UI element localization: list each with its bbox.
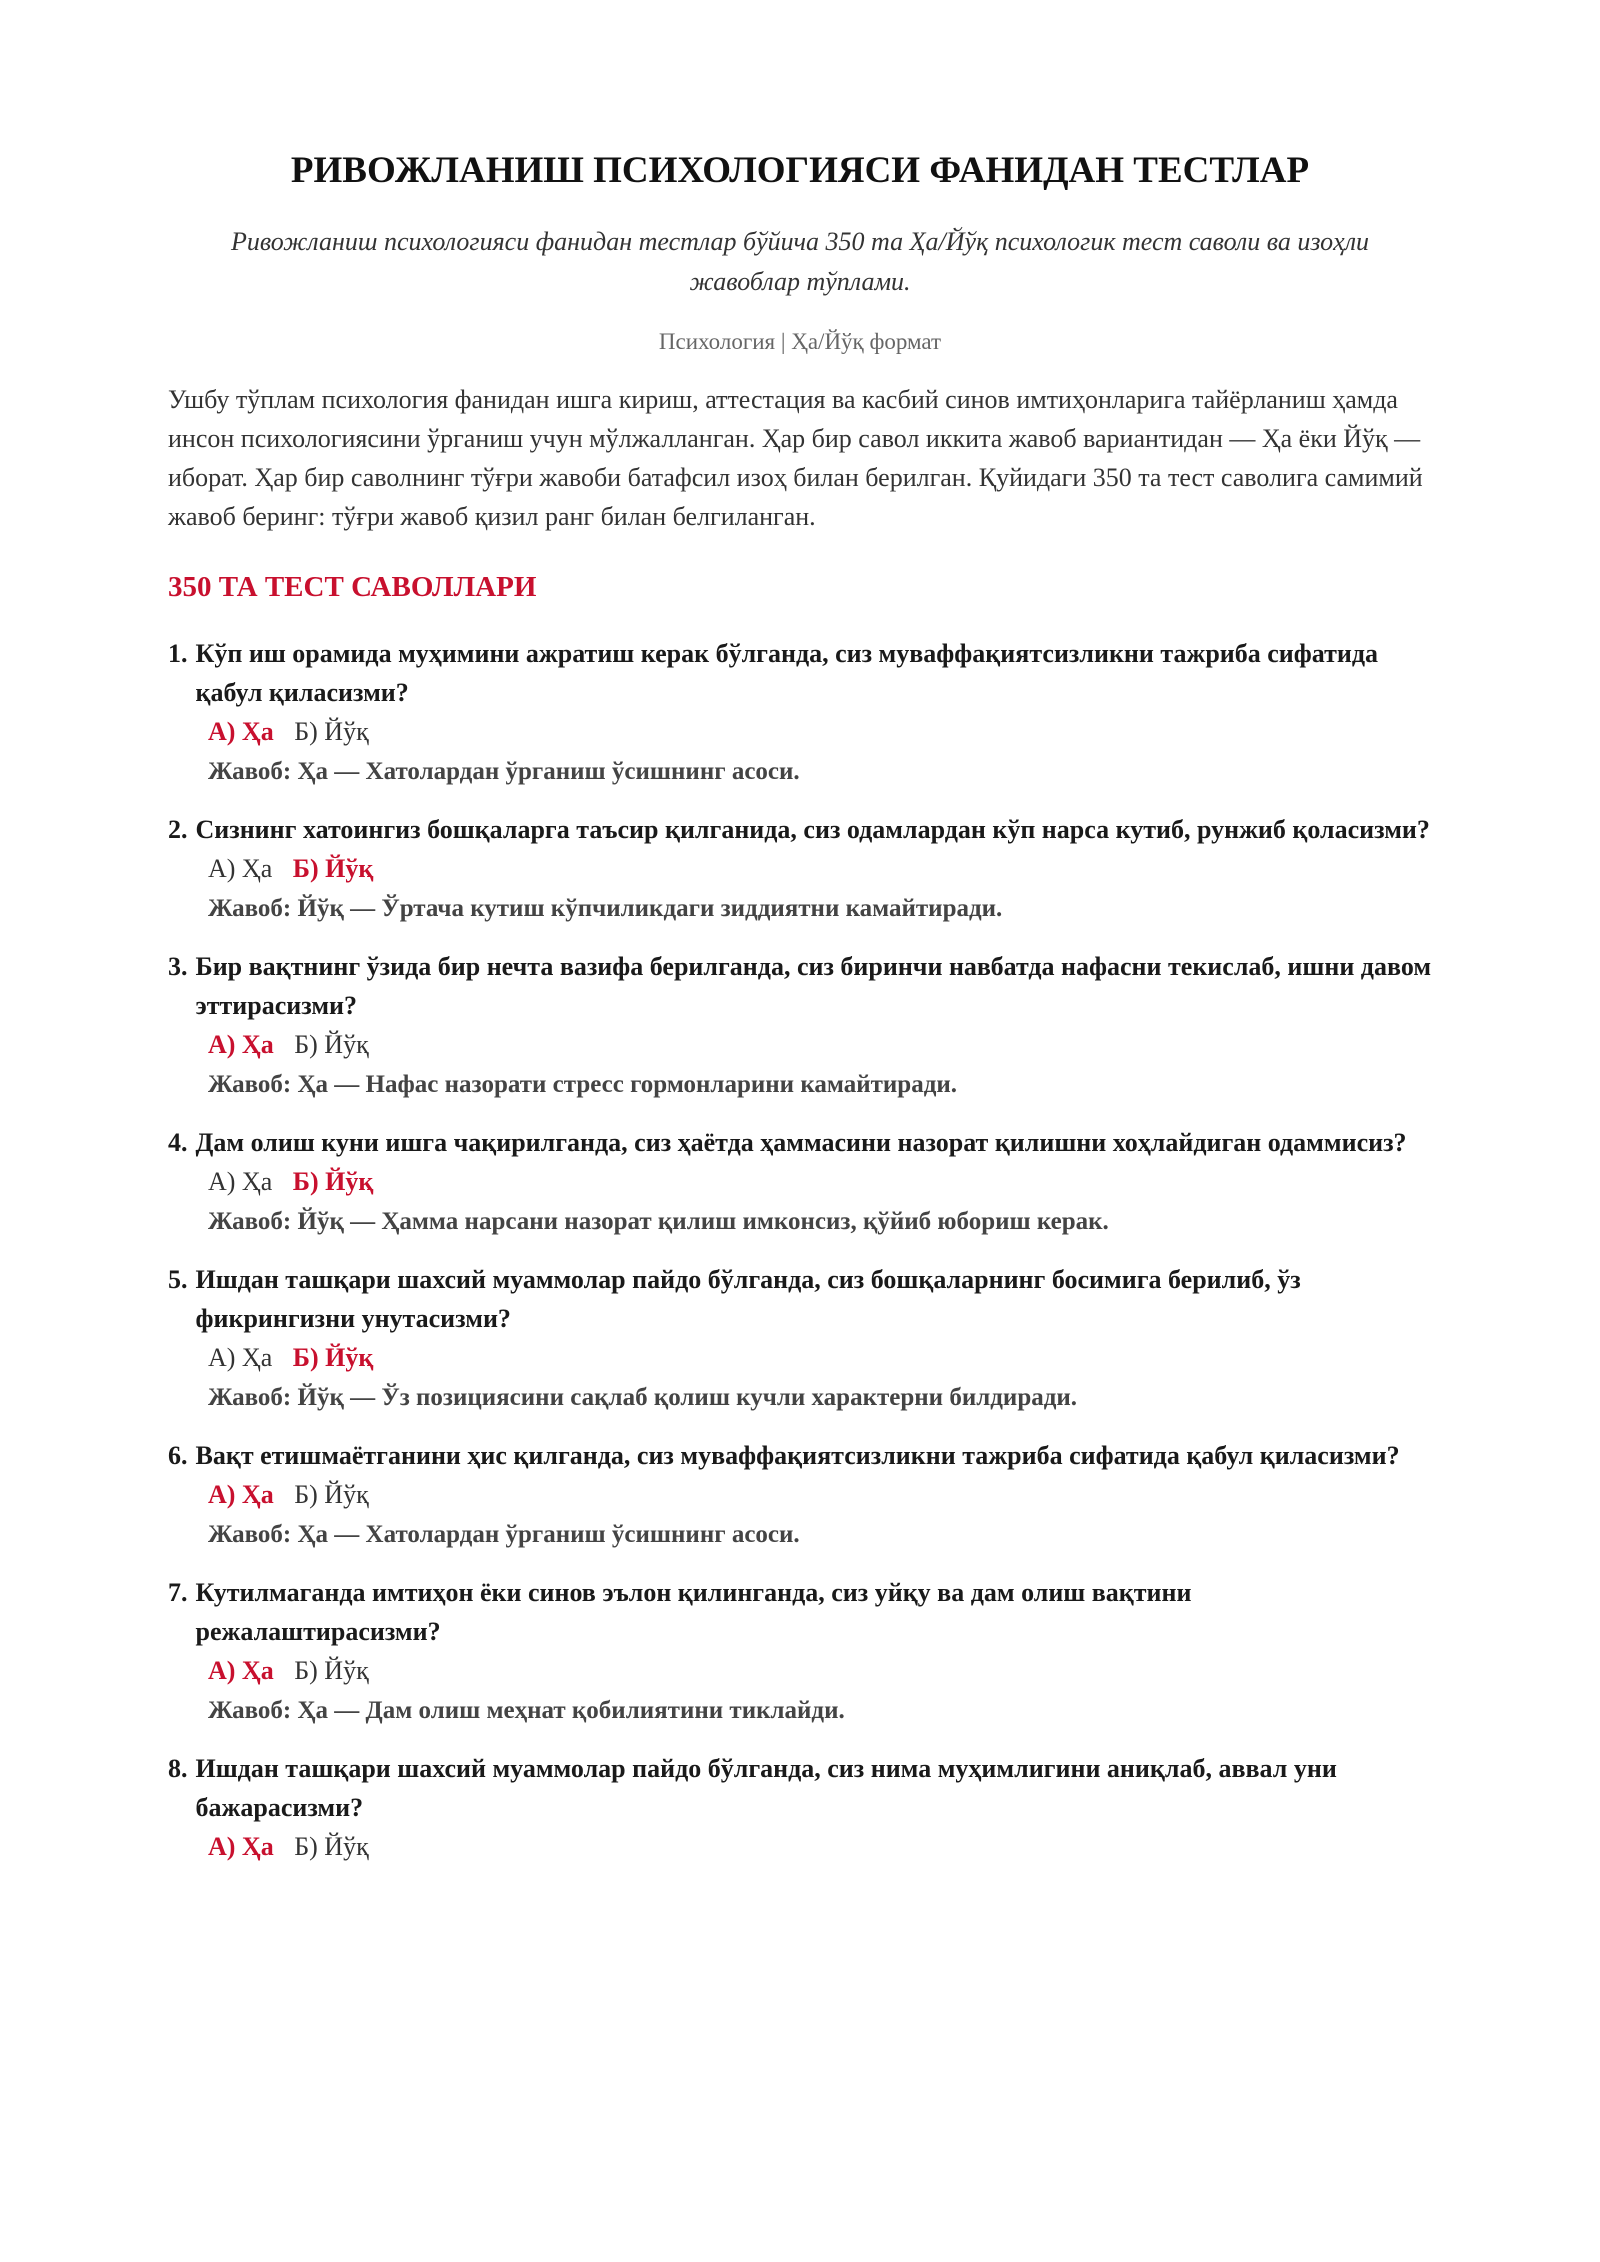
answer-explanation: Жавоб: Йўқ — Ҳамма нарсани назорат қилиш имконсиз, қўйиб юбориш керак. [208,1208,1109,1235]
answer-explanation: Жавоб: Ҳа — Хатолардан ўрганиш ўсишнинг асоси. [208,1521,800,1548]
question-body: Ишдан ташқари шахсий муаммолар пайдо бўлганда, сиз нима муҳимлигини аниқлаб, аввал уни бажарасизми? [195,1754,1337,1822]
question-body: Сизнинг хатоингиз бошқаларга таъсир қилганида, сиз одамлардан кўп нарса кутиб, рунжиб қоласизми? [195,815,1430,844]
question-item [168,947,1432,1105]
question-item [168,1749,1432,1867]
answer-explanation: Жавоб: Ҳа — Нафас назорати стресс гормонларини камайтиради. [208,1071,957,1098]
question-number: 2. [168,815,188,844]
option-a[interactable]: А) Ҳа [208,854,273,883]
option-b[interactable]: Б) Йўқ [292,854,374,883]
question-text [168,810,1432,849]
question-list [168,634,1432,1867]
option-a[interactable]: А) Ҳа [208,1167,273,1196]
option-b[interactable]: Б) Йўқ [294,1480,369,1509]
option-a[interactable]: А) Ҳа [208,1832,274,1861]
question-body: Бир вақтнинг ўзида бир нечта вазифа берилганда, сиз биринчи навбатда нафасни текислаб, ишни давом эттирасизми? [195,952,1432,1020]
option-a[interactable]: А) Ҳа [208,717,274,746]
question-body: Дам олиш куни ишга чақирилганда, сиз ҳаётда ҳаммасини назорат қилишни хоҳлайдиган одаммисиз? [195,1128,1407,1157]
question-number: 6. [168,1441,188,1470]
answer-options [168,1338,1432,1378]
answer-options [168,1162,1432,1202]
question-text [168,1573,1432,1651]
answer-explanation: Жавоб: Ҳа — Хатолардан ўрганиш ўсишнинг асоси. [208,758,800,785]
answer-explanation: Жавоб: Ҳа — Дам олиш меҳнат қобилиятини тиклайди. [208,1697,845,1724]
answer-options [168,1651,1432,1691]
question-text [168,1123,1432,1162]
answer-options [168,1475,1432,1515]
option-b[interactable]: Б) Йўқ [294,1030,369,1059]
question-body: Ишдан ташқари шахсий муаммолар пайдо бўлганда, сиз бошқаларнинг босимига берилиб, ўз фикрингизни унутасизми? [195,1265,1301,1333]
question-item [168,634,1432,792]
question-text [168,1436,1432,1475]
option-b[interactable]: Б) Йўқ [294,1832,369,1861]
section-heading: 350 ТА ТЕСТ САВОЛЛАРИ [168,571,537,603]
option-b[interactable]: Б) Йўқ [292,1167,374,1196]
question-text [168,634,1432,712]
option-b[interactable]: Б) Йўқ [294,1656,369,1685]
answer-options [168,1025,1432,1065]
option-a[interactable]: А) Ҳа [208,1343,273,1372]
question-number: 5. [168,1265,188,1294]
question-item [168,1573,1432,1731]
intro-paragraph: Ушбу тўплам психология фанидан ишга кириш, аттестация ва касбий синов имтиҳонларига тайёрланиш ҳамда инсон психологиясини ўрганиш учун мўлжалланган. Ҳар бир савол иккита жавоб вариантидан — Ҳа ёки Йўқ — иборат. Ҳар бир саволнинг тўғри жавоби батафсил изоҳ билан берилган. Қуйидаги 350 та тест саволига самимий жавоб беринг: тўғри жавоб қизил ранг билан белгиланган. [168,385,1423,531]
question-body: Вақт етишмаётганини ҳис қилганда, сиз муваффақиятсизликни тажриба сифатида қабул қиласизми? [195,1441,1400,1470]
question-text [168,947,1432,1025]
answer-explanation: Жавоб: Йўқ — Ўртача кутиш кўпчиликдаги зиддиятни камайтиради. [208,895,1003,922]
answer-options [168,712,1432,752]
question-number: 1. [168,639,188,668]
option-a[interactable]: А) Ҳа [208,1480,274,1509]
question-text [168,1260,1432,1338]
answer-explanation: Жавоб: Йўқ — Ўз позициясини сақлаб қолиш кучли характерни билдиради. [208,1384,1078,1411]
question-item [168,810,1432,929]
question-number: 7. [168,1578,188,1607]
document-meta: Психология | Ҳа/Йўқ формат [658,329,942,354]
question-body: Кутилмаганда имтиҳон ёки синов эълон қилинганда, сиз уйқу ва дам олиш вақтини режалаштирасизми? [195,1578,1192,1646]
option-a[interactable]: А) Ҳа [208,1656,274,1685]
option-b[interactable]: Б) Йўқ [294,717,369,746]
option-a[interactable]: А) Ҳа [208,1030,274,1059]
document-title: РИВОЖЛАНИШ ПСИХОЛОГИЯСИ ФАНИДАН ТЕСТЛАР [290,150,1310,191]
question-body: Кўп иш орамида муҳимини ажратиш керак бўлганда, сиз муваффақиятсизликни тажриба сифатида қабул қиласизми? [195,639,1379,707]
document-subtitle: Ривожланиш психологияси фанидан тестлар бўйича 350 та Ҳа/Йўқ психологик тест саволи ва изоҳли жавоблар тўплами. [230,227,1370,296]
option-b[interactable]: Б) Йўқ [292,1343,374,1372]
answer-options [168,1827,1432,1867]
answer-options [168,849,1432,889]
question-number: 8. [168,1754,188,1783]
question-item [168,1260,1432,1418]
question-text [168,1749,1432,1827]
question-item [168,1436,1432,1555]
question-number: 4. [168,1128,188,1157]
question-item [168,1123,1432,1242]
question-number: 3. [168,952,188,981]
